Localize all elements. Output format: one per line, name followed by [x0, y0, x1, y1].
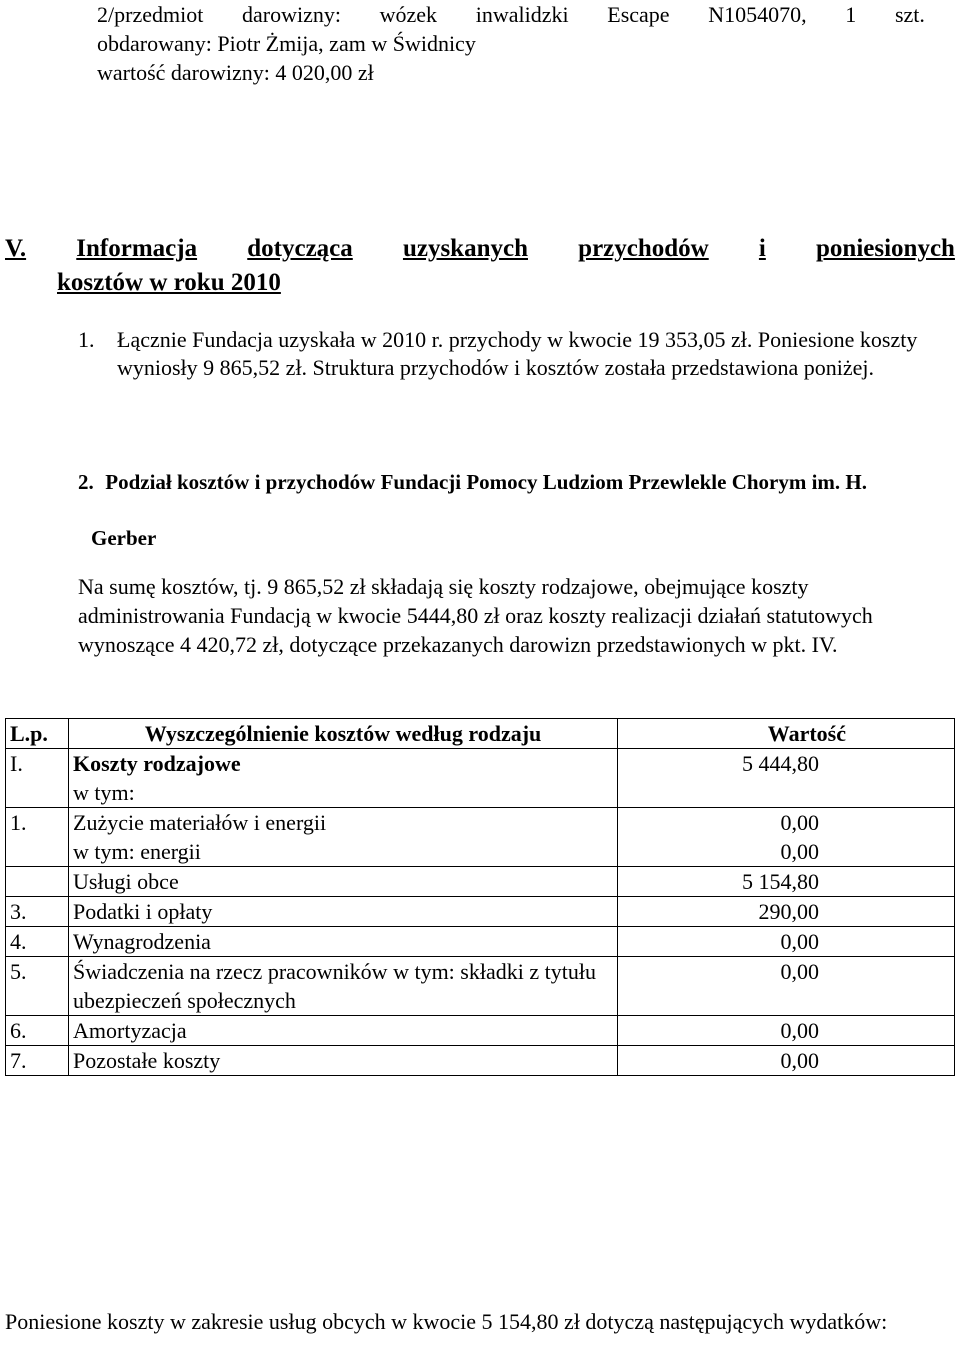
- point-title-continued: Gerber: [91, 526, 157, 550]
- table-row: [6, 1046, 955, 1076]
- table-row: [6, 1016, 955, 1046]
- row-lp: I.: [6, 749, 69, 808]
- row-value: 290,00: [618, 897, 955, 927]
- donation-subject-line: [97, 0, 925, 29]
- table-row: [6, 927, 955, 957]
- row-description: Świadczenia na rzecz pracowników w tym: składki z tytułu ubezpieczeń społecznych: [69, 957, 618, 1016]
- row-description: Amortyzacja: [69, 1016, 618, 1046]
- point-number: 2.: [78, 470, 94, 494]
- donation-details: [97, 0, 925, 87]
- row-description: Pozostałe koszty: [69, 1046, 618, 1076]
- header-lp: L.p.: [6, 719, 69, 749]
- row-lp: [6, 867, 69, 897]
- word: Escape: [607, 2, 670, 27]
- row-description: [69, 808, 618, 867]
- section-heading-line2: kosztów w roku 2010: [57, 269, 281, 296]
- row-lp: 6.: [6, 1016, 69, 1046]
- row-value: [618, 808, 955, 867]
- word: N1054070,: [708, 2, 807, 27]
- row-description: Wynagrodzenia: [69, 927, 618, 957]
- row-lp: 5.: [6, 957, 69, 1016]
- section-heading: [5, 232, 955, 300]
- point-1: [78, 326, 948, 382]
- row-lp: 4.: [6, 927, 69, 957]
- point-2: [78, 454, 948, 566]
- word: V.: [5, 235, 27, 262]
- table-row: [6, 867, 955, 897]
- word: 2/przedmiot: [97, 2, 204, 27]
- row-value: 0,00: [618, 1016, 955, 1046]
- point-2-line1: [78, 454, 948, 510]
- section-heading-line1: [5, 232, 955, 266]
- donation-value: wartość darowizny: 4 020,00 zł: [97, 60, 374, 85]
- row-desc-sub: w tym: energii: [73, 839, 201, 864]
- cost-summary-paragraph: Na sumę kosztów, tj. 9 865,52 zł składają się koszty rodzajowe, obejmujące koszty administrowania Fundacją w kwocie 5444,80 zł oraz koszty realizacji działań statutowych wynoszące 4 420,72 zł, dotyczące przekazanych darowizn przedstawionych w pkt. IV.: [78, 574, 873, 657]
- table-row: [6, 749, 955, 808]
- row-lp: 7.: [6, 1046, 69, 1076]
- external-services-note: Poniesione koszty w zakresie usług obcych w kwocie 5 154,80 zł dotyczą następujących wydatków:: [5, 1309, 888, 1334]
- row-value-sub: 0,00: [780, 839, 819, 864]
- costs-table: [5, 718, 955, 1076]
- row-description: [69, 749, 618, 808]
- word: uzyskanych: [402, 235, 528, 262]
- donation-recipient: obdarowany: Piotr Żmija, zam w Świdnicy: [97, 31, 476, 56]
- row-value-main: 0,00: [780, 810, 819, 835]
- row-value: 0,00: [618, 1046, 955, 1076]
- row-lp: 3.: [6, 897, 69, 927]
- word: wózek: [379, 2, 438, 27]
- word: przychodów: [578, 235, 709, 262]
- row-desc-main: Koszty rodzajowe: [73, 751, 241, 776]
- table-row: [6, 808, 955, 867]
- word: poniesionych: [816, 235, 955, 262]
- point-text: Łącznie Fundacja uzyskała w 2010 r. przychody w kwocie 19 353,05 zł. Poniesione koszty wyniosły 9 865,52 zł. Struktura przychodów i kosztów została przedstawiona poniżej.: [117, 327, 918, 380]
- row-value: 0,00: [618, 957, 955, 1016]
- word: 1: [845, 2, 857, 27]
- point-title: Podział kosztów i przychodów Fundacji Pomocy Ludziom Przewlekle Chorym im. H.: [105, 470, 868, 494]
- row-value: 5 444,80: [618, 749, 955, 808]
- row-value: 0,00: [618, 927, 955, 957]
- table-header-row: [6, 719, 955, 749]
- table-row: [6, 957, 955, 1016]
- word: i: [758, 235, 766, 262]
- point-number: 1.: [78, 327, 95, 352]
- word: Informacja: [76, 235, 198, 262]
- row-description: Usługi obce: [69, 867, 618, 897]
- table-row: [6, 897, 955, 927]
- row-desc-main: Zużycie materiałów i energii: [73, 810, 327, 835]
- header-value: Wartość: [618, 719, 955, 749]
- row-value: 5 154,80: [618, 867, 955, 897]
- header-description: Wyszczególnienie kosztów według rodzaju: [69, 719, 618, 749]
- row-desc-sub: w tym:: [73, 780, 135, 805]
- word: darowizny:: [241, 2, 341, 27]
- row-description: Podatki i opłaty: [69, 897, 618, 927]
- row-lp: 1.: [6, 808, 69, 867]
- word: szt.: [894, 2, 925, 27]
- word: inwalidzki: [475, 2, 569, 27]
- word: dotycząca: [247, 235, 353, 262]
